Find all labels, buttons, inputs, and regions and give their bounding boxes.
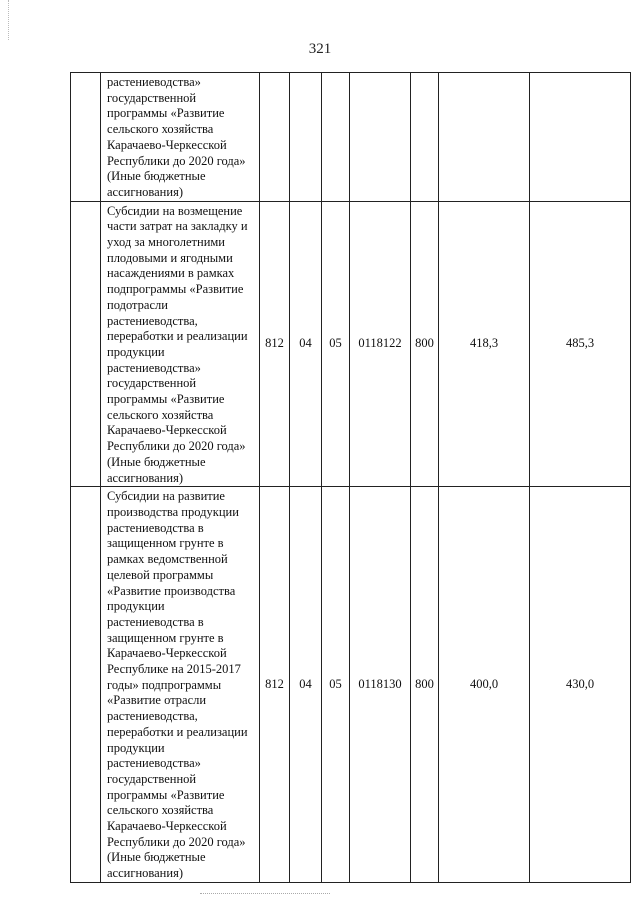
subsection-cell: 05	[322, 487, 350, 883]
row-number-cell	[71, 201, 101, 487]
amount-2-cell: 430,0	[530, 487, 631, 883]
table-row	[71, 201, 631, 487]
target-article-cell	[350, 73, 411, 202]
scan-margin-mark	[8, 0, 11, 40]
expense-type-cell: 800	[411, 201, 439, 487]
ministry-cell	[260, 73, 290, 202]
subsection-cell: 05	[322, 201, 350, 487]
description-cell: Субсидии на возмещение части затрат на закладку и уход за многолетними плодовыми и ягодными насаждениями в рамках подпрограммы «Развитие подотрасли растениеводства, переработки и реализации продукции растениеводства» государственной программы «Развитие сельского хозяйства Карачаево-Черкесской Республики до 2020 года» (Иные бюджетные ассигнования)	[101, 201, 260, 487]
amount-2-cell	[530, 73, 631, 202]
row-number-cell	[71, 73, 101, 202]
expense-type-cell	[411, 73, 439, 202]
description-cell: Субсидии на развитие производства продукции растениеводства в защищенном грунте в рамках ведомственной целевой программы «Развитие производства продукции растениеводства в защищенном грунте в Карачаево-Черкесской Республике на 2015-2017 годы» подпрограммы «Развитие отрасли растениеводства, переработки и реализации продукции растениеводства» государственной программы «Развитие сельского хозяйства Карачаево-Черкесской Республики до 2020 года» (Иные бюджетные ассигнования)	[101, 487, 260, 883]
target-article-cell: 0118122	[350, 201, 411, 487]
row-number-cell	[71, 487, 101, 883]
ministry-cell: 812	[260, 201, 290, 487]
section-cell: 04	[290, 487, 322, 883]
section-cell: 04	[290, 201, 322, 487]
amount-1-cell	[439, 73, 530, 202]
description-cell: растениеводства» государственной программы «Развитие сельского хозяйства Карачаево-Черкесской Республики до 2020 года» (Иные бюджетные ассигнования)	[101, 73, 260, 202]
scan-bottom-mark	[200, 893, 330, 894]
table-row	[71, 73, 631, 202]
budget-table	[70, 72, 631, 883]
section-cell	[290, 73, 322, 202]
amount-1-cell: 400,0	[439, 487, 530, 883]
amount-2-cell: 485,3	[530, 201, 631, 487]
target-article-cell: 0118130	[350, 487, 411, 883]
ministry-cell: 812	[260, 487, 290, 883]
amount-1-cell: 418,3	[439, 201, 530, 487]
page-number: 321	[308, 41, 332, 57]
subsection-cell	[322, 73, 350, 202]
table-row	[71, 487, 631, 883]
expense-type-cell: 800	[411, 487, 439, 883]
